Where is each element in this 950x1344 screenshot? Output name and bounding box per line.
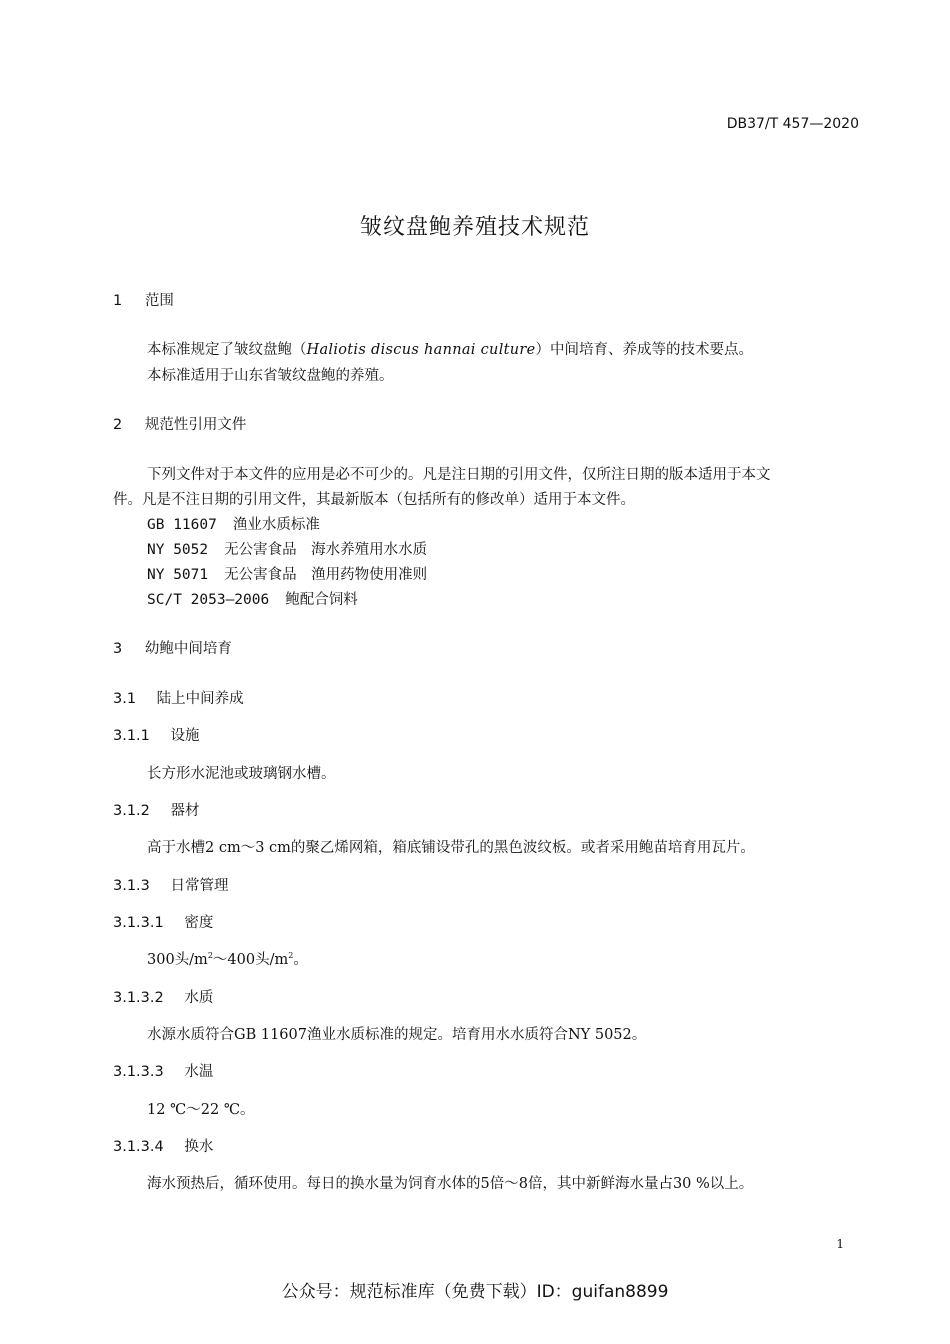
- superscript: 2: [288, 951, 294, 960]
- density-text: [147, 948, 308, 969]
- section-2-heading: [113, 413, 246, 434]
- subsection-3-1-2-heading: [113, 799, 200, 820]
- equipment-text: 高于水槽2 cm～3 cm的聚乙烯网箱，箱底铺设带孔的黑色波纹板。或者采用鲍苗培育用瓦片。: [147, 840, 755, 856]
- subsection-title: 器材: [170, 803, 200, 819]
- normative-reference-item: [147, 513, 320, 534]
- section-title: 规范性引用文件: [144, 417, 247, 433]
- normative-reference-item: [147, 563, 427, 584]
- subsection-3-1-3-3-heading: [113, 1060, 213, 1081]
- subsection-title: 日常管理: [170, 878, 229, 894]
- subsection-3-1-3-4-heading: [113, 1135, 213, 1156]
- scope-text-a: 本标准规定了皱纹盘鲍（: [147, 342, 307, 358]
- density-value-a: 300头/m: [147, 952, 208, 968]
- subsection-number: 3.1.3.2: [113, 990, 164, 1006]
- subsection-number: 3.1.3.1: [113, 915, 164, 931]
- density-value-b: ～400头/m: [212, 952, 289, 968]
- doc-code-header: DB37/T 457—2020: [726, 116, 859, 132]
- subsection-title: 陆上中间养成: [156, 691, 244, 707]
- water-temperature-text: 12 ℃～22 ℃。: [147, 1102, 255, 1118]
- reference-code: NY 5071: [147, 567, 209, 583]
- subsection-title: 设施: [170, 728, 200, 744]
- normative-reference-item: [147, 588, 358, 609]
- section-1-heading: [113, 289, 174, 310]
- refs-paragraph-line-1: 下列文件对于本文件的应用是必不可少的。凡是注日期的引用文件，仅所注日期的版本适用于本文: [147, 467, 771, 483]
- section-number: 3: [113, 641, 123, 657]
- section-title: 幼鲍中间培育: [144, 641, 232, 657]
- subsection-3-1-3-1-heading: [113, 911, 213, 932]
- subsection-number: 3.1: [113, 691, 137, 707]
- latin-species-name: Haliotis discus hannai culture: [306, 342, 536, 358]
- subsection-3-1-heading: [113, 687, 244, 708]
- section-number: 2: [113, 417, 123, 433]
- reference-name: 渔业水质标准: [232, 517, 320, 533]
- section-3-heading: [113, 637, 232, 658]
- subsection-number: 3.1.1: [113, 728, 150, 744]
- reference-code: SC/T 2053—2006: [147, 592, 270, 608]
- subsection-3-1-1-heading: [113, 724, 200, 745]
- refs-paragraph-line-2: 件。凡是不注日期的引用文件，其最新版本（包括所有的修改单）适用于本文件。: [113, 492, 635, 508]
- reference-name: 无公害食品 海水养殖用水水质: [224, 542, 428, 558]
- footer-watermark: 公众号：规范标准库（免费下载）ID：guifan8899: [281, 1282, 669, 1302]
- water-exchange-text: 海水预热后，循环使用。每日的换水量为饲育水体的5倍～8倍，其中新鲜海水量占30 %以上。: [147, 1176, 754, 1192]
- page-number: 1: [836, 1237, 844, 1251]
- facilities-text: 长方形水泥池或玻璃钢水槽。: [147, 766, 336, 782]
- section-number: 1: [113, 293, 123, 309]
- scope-text-b: ）中间培育、养成等的技术要点。: [535, 342, 754, 358]
- subsection-title: 水温: [184, 1064, 214, 1080]
- reference-name: 鲍配合饲料: [285, 592, 358, 608]
- superscript: 2: [207, 951, 213, 960]
- subsection-number: 3.1.3: [113, 878, 150, 894]
- reference-code: GB 11607: [147, 517, 217, 533]
- subsection-title: 换水: [184, 1139, 214, 1155]
- subsection-title: 水质: [184, 990, 214, 1006]
- subsection-number: 3.1.3.4: [113, 1139, 164, 1155]
- subsection-title: 密度: [184, 915, 214, 931]
- water-quality-text: 水源水质符合GB 11607渔业水质标准的规定。培育用水水质符合NY 5052。: [147, 1027, 647, 1043]
- normative-reference-item: [147, 538, 427, 559]
- subsection-3-1-3-2-heading: [113, 986, 213, 1007]
- subsection-number: 3.1.3.3: [113, 1064, 164, 1080]
- doc-title: 皱纹盘鲍养殖技术规范: [359, 215, 590, 240]
- scope-paragraph-2: 本标准适用于山东省皱纹盘鲍的养殖。: [147, 368, 394, 384]
- density-end: 。: [293, 952, 308, 968]
- reference-code: NY 5052: [147, 542, 209, 558]
- subsection-3-1-3-heading: [113, 874, 229, 895]
- subsection-number: 3.1.2: [113, 803, 150, 819]
- scope-paragraph-1: [147, 338, 753, 359]
- reference-name: 无公害食品 渔用药物使用准则: [224, 567, 428, 583]
- section-title: 范围: [144, 293, 174, 309]
